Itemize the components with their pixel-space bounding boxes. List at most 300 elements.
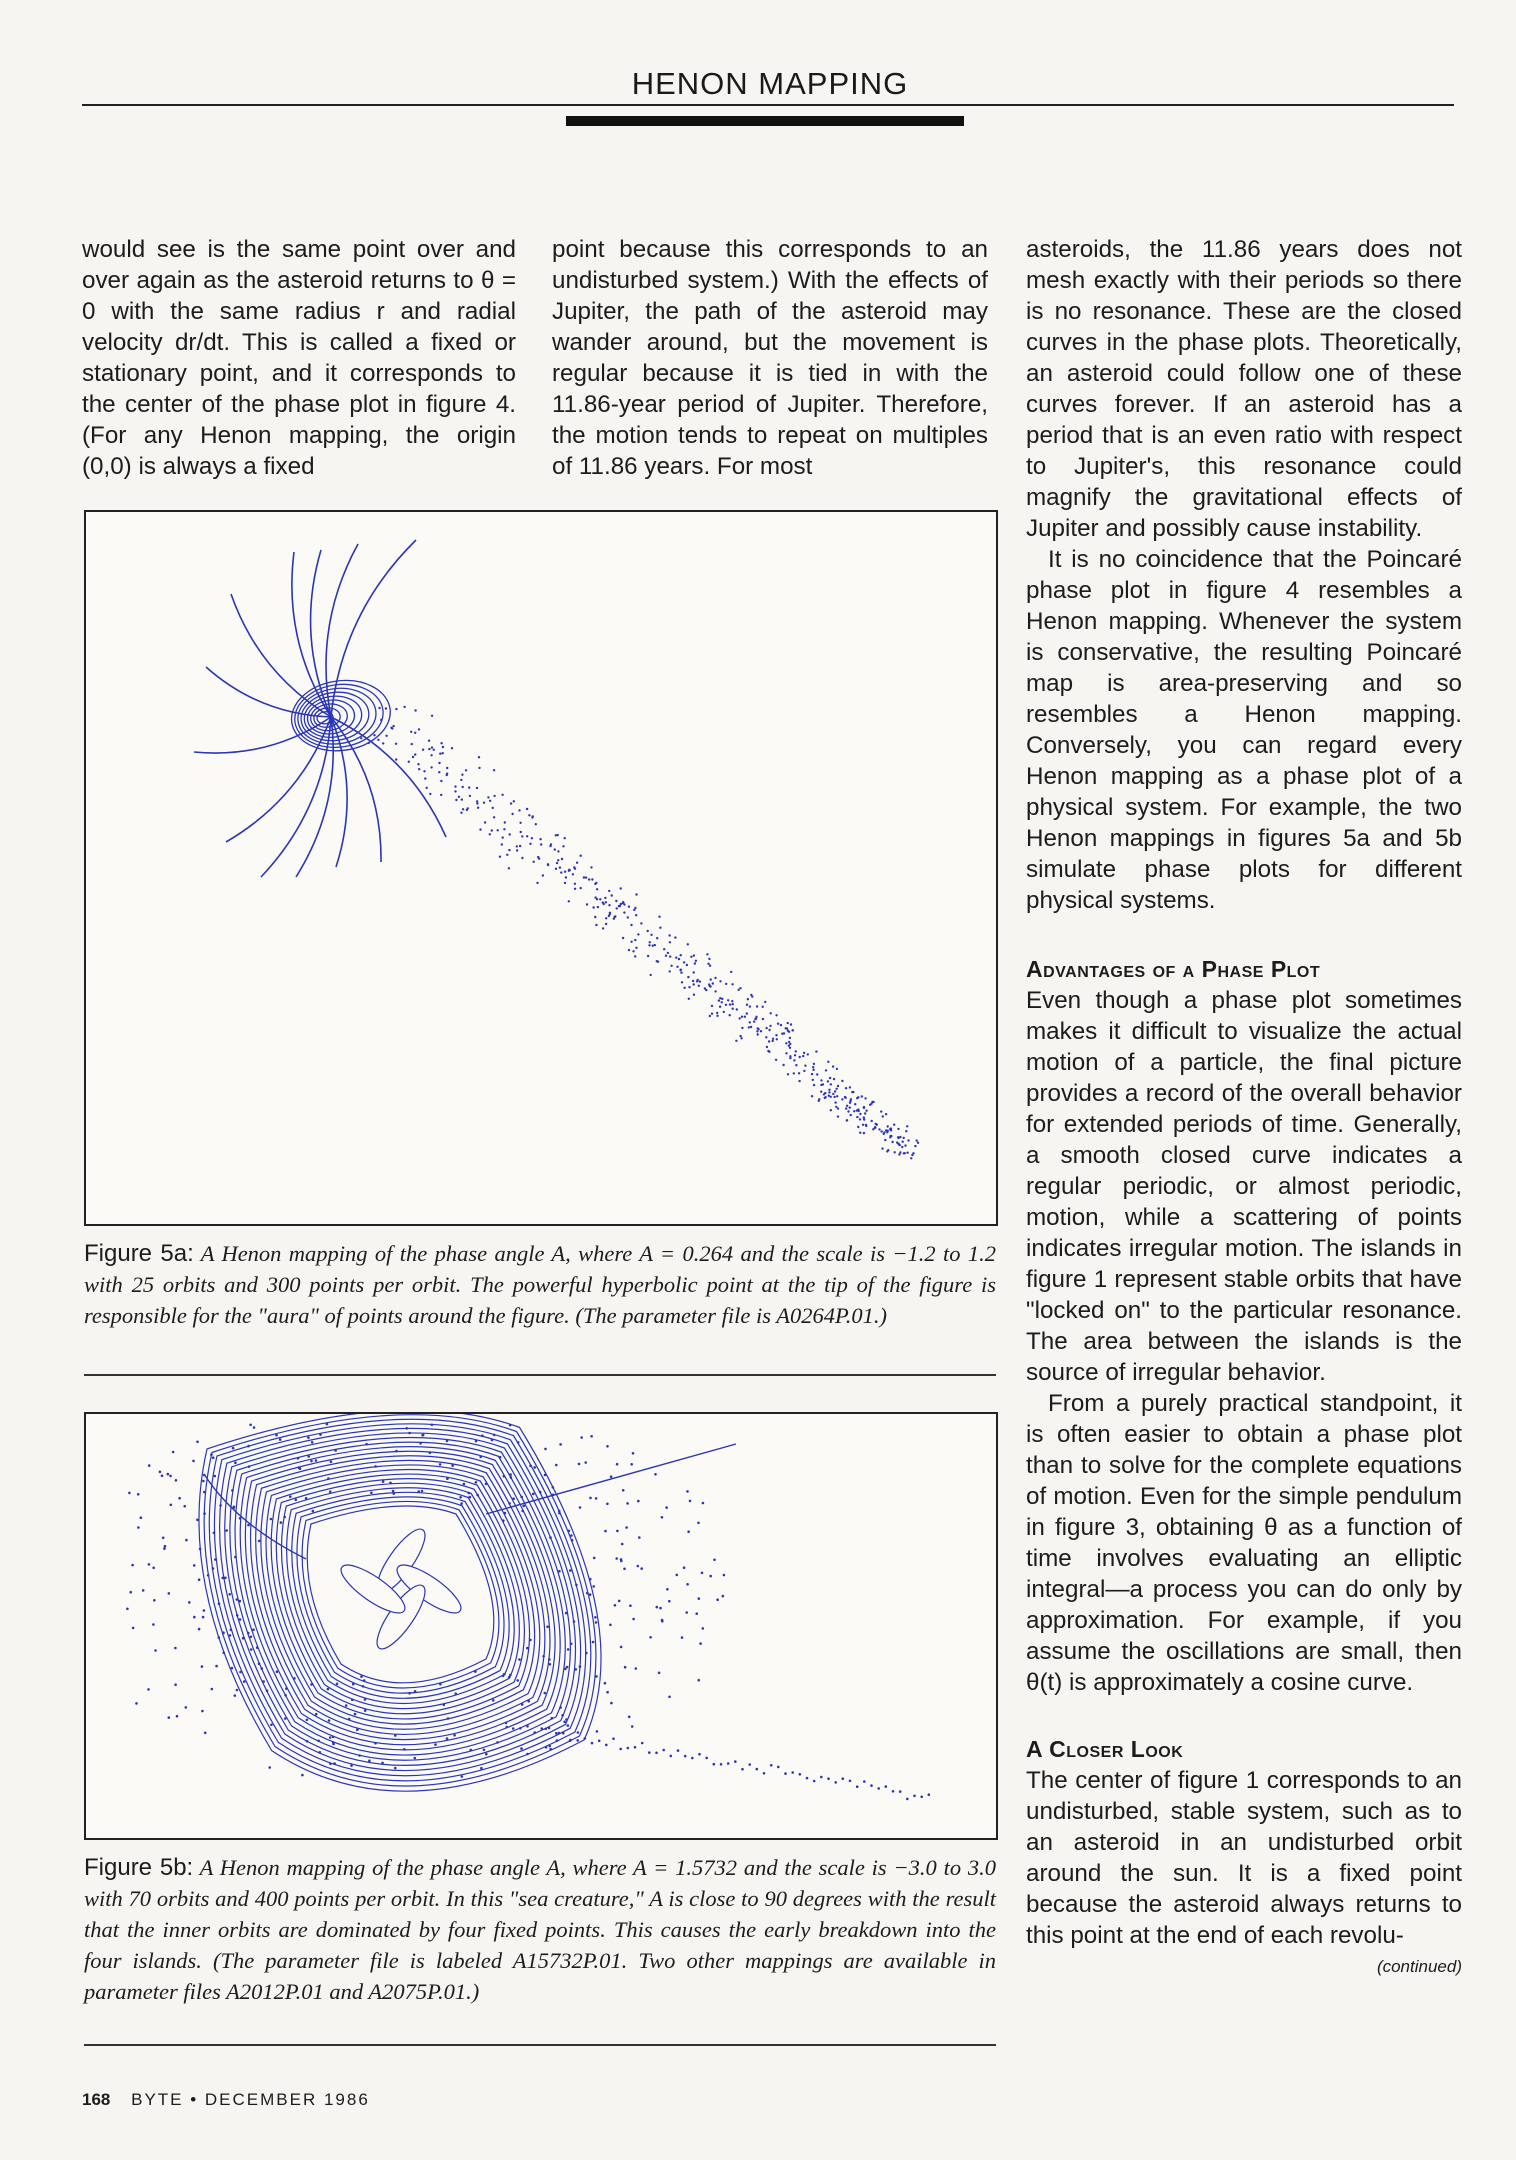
scatter-dot [137,1493,140,1496]
scatter-dot [461,774,463,776]
scatter-dot [668,1696,671,1699]
scatter-dot [573,1620,576,1623]
scatter-dot [204,1732,207,1735]
scatter-dot [249,1424,252,1427]
scatter-dot [557,859,559,861]
scatter-dot [219,1504,222,1507]
scatter-dot [837,1085,839,1087]
scatter-dot [327,1688,330,1691]
scatter-dot [352,1683,355,1686]
scatter-dot [803,1070,805,1072]
header-bar [566,116,964,126]
scatter-dot [794,1054,796,1056]
scatter-dot [148,1563,151,1566]
scatter-dot [648,944,650,946]
scatter-dot [623,1568,626,1571]
scatter-dot [460,779,462,781]
scatter-dot [757,1033,759,1035]
scatter-dot [592,1585,595,1588]
scatter-dot [544,1448,547,1451]
scatter-dot [716,1015,718,1017]
scatter-dot [749,1005,751,1007]
scatter-dot [519,822,521,824]
scatter-dot [655,1752,658,1755]
scatter-dot [859,1118,861,1120]
scatter-dot [519,1727,522,1730]
scatter-dot [842,1777,845,1780]
orbit-ring [292,1492,509,1698]
scatter-dot [656,937,658,939]
scatter-dot [584,1461,587,1464]
scatter-dot [709,1015,711,1017]
scatter-dot [716,1012,718,1014]
scatter-dot [674,936,676,938]
scatter-dot [364,1709,367,1712]
scatter-dot [460,812,462,814]
scatter-dot [765,1027,767,1029]
scatter-dot [658,916,660,918]
scatter-dot [468,1492,471,1495]
scatter-dot [152,1623,155,1626]
figure-5a-label: Figure 5a: [84,1240,194,1267]
scatter-dot [638,1536,641,1539]
scatter-dot [697,979,699,981]
scatter-dot [481,1434,484,1437]
scatter-dot [239,1517,242,1520]
scatter-dot [285,1687,288,1690]
scatter-dot [739,1035,741,1037]
scatter-dot [757,1028,759,1030]
scatter-dot [422,749,424,751]
scatter-dot [768,1051,770,1053]
scatter-dot [698,1597,701,1600]
scatter-dot [692,980,694,982]
scatter-dot [709,985,711,987]
scatter-dot [804,1065,806,1067]
scatter-dot [431,746,433,748]
scatter-dot [154,1649,157,1652]
scatter-dot [276,1670,279,1673]
scatter-dot [863,1107,865,1109]
scatter-dot [787,1030,789,1032]
scatter-dot [583,876,585,878]
scatter-dot [193,1616,196,1619]
scatter-dot [474,1670,477,1673]
scatter-dot [280,1521,283,1524]
scatter-dot [392,725,394,727]
scatter-dot [681,981,683,983]
scatter-dot [289,1495,292,1498]
scatter-dot [637,1500,640,1503]
scatter-dot [708,983,710,985]
scatter-dot [747,998,749,1000]
scatter-dot [784,1772,787,1775]
scatter-dot [857,1126,859,1128]
scatter-dot [332,1736,335,1739]
scatter-dot [526,1647,529,1650]
scatter-dot [333,1762,336,1765]
continued-note: (continued) [1376,1957,1462,1976]
scatter-dot [626,1502,629,1505]
scatter-dot [894,1151,896,1153]
scatter-dot [620,1558,623,1561]
orbit-ring [302,1501,499,1688]
scatter-dot [769,1025,771,1027]
scatter-dot [795,1064,797,1066]
scatter-dot [811,1073,813,1075]
scatter-dot [687,1530,690,1533]
scatter-dot [258,1540,261,1543]
scatter-dot [410,731,412,733]
scatter-dot [640,922,642,924]
scatter-dot [307,1436,310,1439]
scatter-dot [538,858,540,860]
scatter-dot [630,941,632,943]
scatter-dot [711,1013,713,1015]
scatter-dot [439,1683,442,1686]
scatter-dot [447,1717,450,1720]
scatter-dot [417,1490,420,1493]
scatter-dot [789,1037,791,1039]
scatter-dot [570,1534,573,1537]
scatter-dot [756,1768,759,1771]
scatter-dot [596,898,598,900]
scatter-dot [393,1492,396,1495]
scatter-dot [521,1510,524,1513]
scatter-dot [629,1604,632,1607]
running-head: HENON MAPPING [631,66,909,101]
scatter-dot [305,1497,308,1500]
scatter-dot [605,901,607,903]
scatter-dot [512,1727,515,1730]
scatter-dot [815,1050,817,1052]
scatter-dot [395,758,397,760]
scatter-dot [650,974,652,976]
scatter-dot [688,998,690,1000]
scatter-dot [697,1522,700,1525]
scatter-dot [236,1689,239,1692]
scatter-dot [612,1737,615,1740]
scatter-dot [485,1753,488,1756]
scatter-dot [818,1100,820,1102]
scatter-dot [834,1781,837,1784]
scatter-dot [635,893,637,895]
scatter-dot [609,912,611,914]
scatter-dot [741,1027,743,1029]
scatter-dot [701,1572,704,1575]
scatter-dot [605,917,607,919]
scatter-dot [242,1637,245,1640]
scatter-dot [516,1679,519,1682]
scatter-dot [693,954,695,956]
scatter-dot [234,1461,237,1464]
scatter-dot [616,1530,619,1533]
scatter-dot [928,1793,931,1796]
scatter-dot [732,1008,734,1010]
scatter-dot [863,1780,866,1783]
publication-line: BYTE • DECEMBER 1986 [131,2090,370,2109]
scatter-dot [622,1489,625,1492]
scatter-dot [594,883,596,885]
scatter-dot [504,821,506,823]
scatter-dot [665,955,667,957]
scatter-dot [212,1456,215,1459]
scatter-dot [547,863,549,865]
scatter-dot [632,950,634,952]
scatter-dot [202,1480,205,1483]
scatter-dot [667,952,669,954]
scatter-dot [705,1757,708,1760]
scatter-dot [465,769,467,771]
scatter-dot [569,1569,572,1572]
scatter-dot [378,707,380,709]
scatter-dot [185,1539,188,1542]
scatter-dot [564,1668,567,1671]
scatter-dot [152,1567,155,1570]
scatter-dot [248,1465,251,1468]
scatter-dot [777,1766,780,1769]
scatter-dot [913,1795,916,1798]
scatter-dot [201,1665,204,1668]
scatter-dot [424,777,426,779]
scatter-dot [434,1743,437,1746]
scatter-dot [247,1445,250,1448]
scatter-dot [297,1457,300,1460]
scatter-dot [414,732,416,734]
scatter-dot [451,747,453,749]
scatter-dot [862,1124,864,1126]
scatter-dot [509,833,511,835]
scatter-dot [483,1749,486,1752]
scatter-dot [633,909,635,911]
scatter-dot [917,1142,919,1144]
scatter-dot [836,1095,838,1097]
scatter-dot [605,1744,608,1747]
scatter-dot [686,1583,689,1586]
scatter-dot [789,1055,791,1057]
scatter-dot [654,944,656,946]
scatter-dot [615,900,617,902]
scatter-dot [656,1606,659,1609]
scatter-dot [775,1014,777,1016]
scatter-dot [222,1632,225,1635]
scatter-dot [798,1072,800,1074]
scatter-dot [904,1144,906,1146]
scatter-dot [250,1636,253,1639]
scatter-dot [649,941,651,943]
scatter-dot [833,1096,835,1098]
scatter-dot [231,1667,234,1670]
scatter-dot [610,1702,613,1705]
scatter-dot [835,1088,837,1090]
scatter-dot [825,1069,827,1071]
scatter-dot [559,1443,562,1446]
scatter-dot [193,1564,196,1567]
scatter-dot [196,1519,199,1522]
scatter-dot [857,1096,859,1098]
scatter-dot [853,1110,855,1112]
scatter-dot [870,1103,872,1105]
scatter-dot [440,742,442,744]
scatter-dot [542,1655,545,1658]
scatter-dot [847,1110,849,1112]
scatter-dot [663,948,665,950]
scatter-dot [744,1016,746,1018]
scatter-dot [526,835,528,837]
scatter-dot [576,862,578,864]
scatter-dot [910,1157,912,1159]
scatter-dot [571,1539,574,1542]
scatter-dot [370,1491,373,1494]
scatter-dot [510,1476,513,1479]
scatter-dot [689,1500,692,1503]
scatter-dot [454,785,456,787]
scatter-dot [520,831,522,833]
scatter-dot [476,802,478,804]
scatter-dot [833,1078,835,1080]
scatter-dot [564,837,566,839]
scatter-dot [911,1154,913,1156]
scatter-dot [374,1465,377,1468]
scatter-dot [549,1748,552,1751]
scatter-dot [785,1042,787,1044]
scatter-dot [806,1777,809,1780]
scatter-dot [492,807,494,809]
scatter-dot [412,756,414,758]
scatter-dot [602,901,604,903]
scatter-dot [431,715,433,717]
scatter-dot [225,1529,228,1532]
scatter-dot [594,916,596,918]
col3-paragraph-1: asteroids, the 11.86 years does not mesh exactly with their periods so there is no resonance. These are the closed curves in the phase plots. Theoretically, an asteroid could follow one of these curves forever. If an asteroid has a period that is an even ratio with respect to Jupiter's, this resonance could magnify the gravitational effects of Jupiter and possibly cause instability. [1026,236,1462,542]
scatter-dot [624,1666,627,1669]
scatter-dot [807,1053,809,1055]
scatter-dot [499,856,501,858]
scatter-dot [461,798,463,800]
scatter-dot [589,1578,592,1581]
scatter-dot [595,1497,598,1500]
scatter-dot [713,1763,716,1766]
scatter-dot [685,1611,688,1614]
scatter-dot [326,1423,329,1426]
scatter-dot [504,1512,507,1515]
scatter-dot [431,1424,434,1427]
scatter-dot [635,914,637,916]
scatter-dot [172,1451,175,1454]
scatter-dot [382,742,384,744]
scatter-dot [627,916,629,918]
scatter-dot [634,955,636,957]
orbit-curve [231,594,331,717]
scatter-dot [885,1113,887,1115]
scatter-dot [827,1080,829,1082]
scatter-dot [731,983,733,985]
column-1 [82,234,516,482]
scatter-dot [897,1143,899,1145]
scatter-dot [213,1532,216,1535]
scatter-dot [618,1600,621,1603]
scatter-dot [476,1494,479,1497]
scatter-dot [168,1716,171,1719]
scatter-dot [453,1734,456,1737]
scatter-dot [178,1497,181,1500]
scatter-dot [517,1441,520,1444]
scatter-dot [889,1128,891,1130]
scatter-dot [766,1046,768,1048]
scatter-dot [610,1475,613,1478]
scatter-dot [516,849,518,851]
scatter-dot [232,1447,235,1450]
scatter-dot [668,1600,671,1603]
scatter-dot [718,999,720,1001]
scatter-dot [625,1526,628,1529]
scatter-dot [790,1023,792,1025]
scatter-dot [647,955,649,957]
scatter-dot [891,1141,893,1143]
figure-5b-label: Figure 5b: [84,1854,194,1881]
scatter-dot [686,964,688,966]
scatter-dot [615,1557,618,1560]
scatter-dot [746,1012,748,1014]
scatter-dot [882,1115,884,1117]
scatter-dot [295,1499,298,1502]
scatter-dot [135,1702,138,1705]
scatter-dot [751,995,753,997]
scatter-dot [148,1464,151,1467]
scatter-dot [568,900,570,902]
scatter-dot [880,1110,882,1112]
scatter-dot [668,934,670,936]
scatter-dot [567,1724,570,1727]
scatter-dot [533,1466,536,1469]
scatter-dot [159,1471,162,1474]
scatter-dot [905,1130,907,1132]
scatter-dot [598,1740,601,1743]
scatter-dot [469,1496,472,1499]
column-2 [552,234,988,482]
scatter-dot [175,1479,178,1482]
scatter-dot [749,1021,751,1023]
scatter-dot [871,1120,873,1122]
scatter-dot [128,1492,131,1495]
scatter-dot [884,1139,886,1141]
scatter-dot [772,1040,774,1042]
scatter-dot [594,1616,597,1619]
scatter-dot [575,1668,578,1671]
scatter-dot [502,836,504,838]
scatter-dot [569,1739,572,1742]
scatter-dot [623,911,625,913]
scatter-dot [729,1003,731,1005]
scatter-dot [423,770,425,772]
scatter-dot [503,828,505,830]
scatter-dot [223,1652,226,1655]
scatter-dot [558,1510,561,1513]
scatter-dot [421,1490,424,1493]
scatter-dot [691,1757,694,1760]
scatter-dot [677,1749,680,1752]
scatter-dot [756,1030,758,1032]
scatter-dot [849,1106,851,1108]
scatter-dot [698,985,700,987]
scatter-dot [661,1620,664,1623]
scatter-dot [565,1718,568,1721]
scatter-dot [706,953,708,955]
scatter-dot [236,1614,239,1617]
scatter-dot [740,1037,742,1039]
scatter-dot [580,1436,583,1439]
scatter-dot [479,1456,482,1459]
